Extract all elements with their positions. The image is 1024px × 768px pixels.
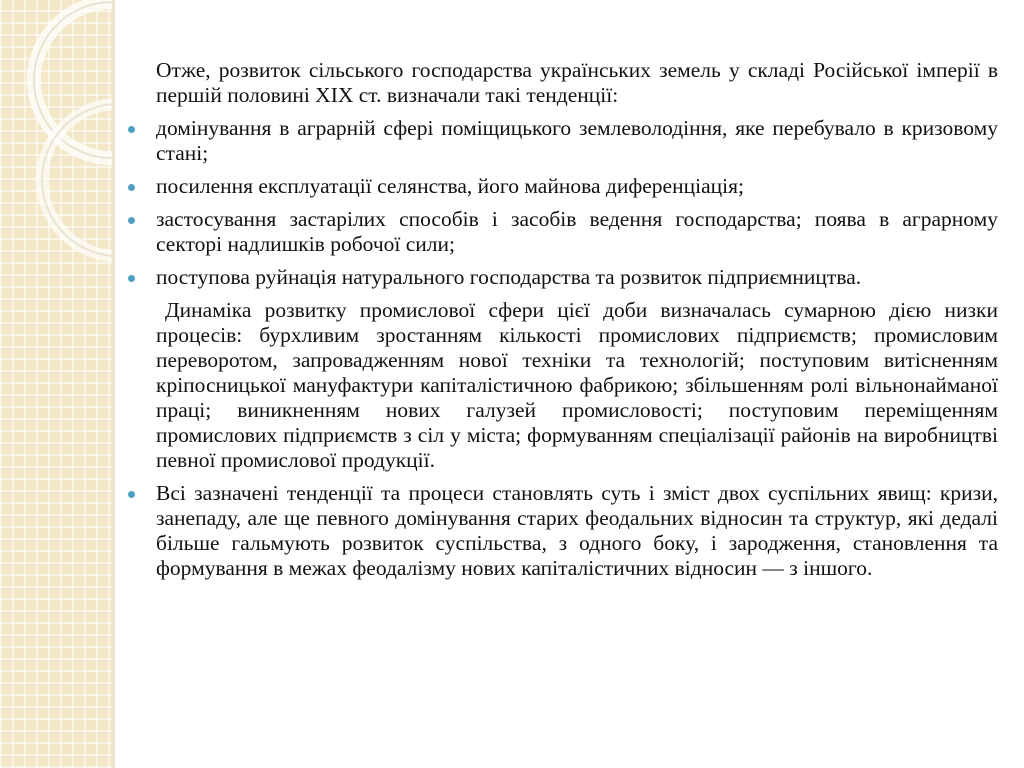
conclusion-bullet bbox=[156, 481, 998, 581]
bullet-dot-icon bbox=[128, 275, 135, 282]
bullet-dot-icon bbox=[128, 217, 135, 224]
bullet-item bbox=[156, 174, 998, 199]
conclusion-text: Всі зазначені тенденції та процеси становлять суть і зміст двох суспільних явищ: кризи, занепаду, але ще певного домінування старих феодальних відносин та структур, які дедалі більше гальмують розвиток суспільства, з одного боку, і зародження, становлення та формування в межах феодалізму нових капіталістичних відносин — з іншого. bbox=[156, 481, 998, 580]
bullet-dot-icon bbox=[128, 126, 135, 133]
bullet-item bbox=[156, 116, 998, 166]
bullet-text: застосування застарілих способів і засобів ведення господарства; поява в аграрному секторі надлишків робочої сили; bbox=[156, 207, 998, 256]
bullet-dot-icon bbox=[128, 184, 135, 191]
bullet-item bbox=[156, 265, 998, 290]
intro-paragraph: Отже, розвиток сільського господарства українських земель у складі Російської імперії в першій половині XIX ст. визначали такі тенденції: bbox=[156, 58, 998, 107]
industry-paragraph: Динаміка розвитку промислової сфери цієї доби визначалась сумарною дією низки процесів: бурхливим зростанням кількості промислових підприємств; промисловим переворотом, запровадженням нової техніки та технологій; поступовим витісненням кріпосницької мануфактури капіталістичною фабрикою; збільшенням ролі вільнонайманої праці; виникненням нових галузей промисловості; поступовим переміщенням промислових підприємств з сіл у міста; формуванням спеціалізації районів на виробництві певної промислової продукції. bbox=[156, 298, 998, 472]
bullet-text: поступова руйнація натурального господарства та розвиток підприємництва. bbox=[156, 265, 862, 289]
bullet-text: посилення експлуатації селянства, його майнова диференціація; bbox=[156, 174, 744, 198]
panel-divider bbox=[112, 0, 115, 768]
decorative-side-panel bbox=[0, 0, 112, 768]
slide-content bbox=[156, 58, 998, 589]
bullet-dot-icon bbox=[128, 491, 135, 498]
decorative-rings bbox=[0, 0, 112, 768]
bullet-text: домінування в аграрній сфері поміщицького землеволодіння, яке перебувало в кризовому стані; bbox=[156, 116, 998, 165]
bullet-item bbox=[156, 207, 998, 257]
